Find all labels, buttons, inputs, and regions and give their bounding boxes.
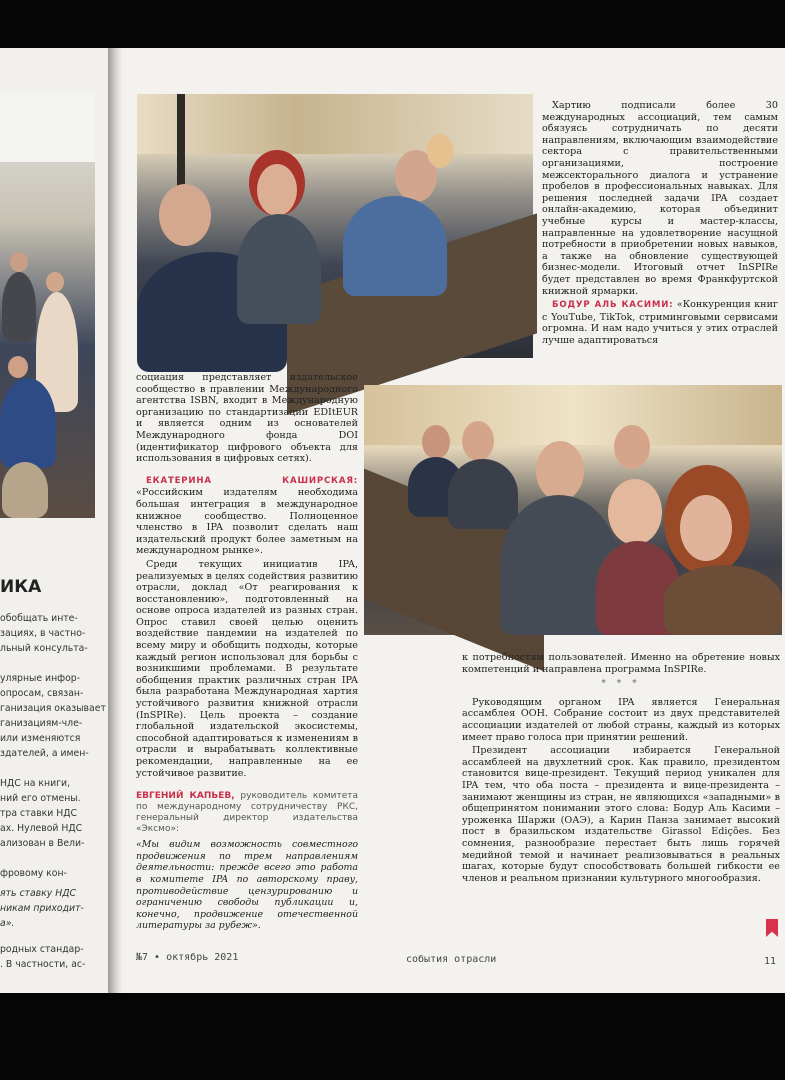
left-page-line: ганизациям-чле-: [0, 718, 83, 729]
left-page-line: . В частности, ас-: [0, 959, 86, 970]
left-page-quote: [0, 886, 94, 931]
left-page-line: [0, 761, 94, 776]
left-page-line: ганизация оказывает: [0, 703, 106, 714]
right-page: [122, 48, 785, 993]
left-page-line: ний его отмены.: [0, 793, 81, 804]
conference-photo-2: [364, 385, 782, 635]
left-page-line: улярные инфор-: [0, 673, 81, 684]
paragraph: к потребностям пользователей. Именно на обретение новых компетенций и направлена программа InSPIRe.: [462, 652, 780, 675]
speaker-title: руководитель комитета по международному сотрудничеству РКС, генеральный директор издательства «Эксмо»:: [136, 791, 358, 835]
paragraph: Руководящим органом IPA является Генеральная ассамблея ООН. Собрание состоит из двух представителей ассоциации издателей от любой страны, каждый из которых имеет право голоса при принятии решений.: [462, 696, 780, 743]
footer-section: события отрасли: [406, 954, 497, 965]
page-number: 11: [764, 956, 777, 967]
left-page-photo: [0, 92, 95, 518]
left-page-line: тра ставки НДС: [0, 808, 78, 819]
left-page-text-b: [0, 942, 94, 972]
column-middle: [136, 372, 358, 932]
paragraph: Президент ассоциации избирается Генеральной ассамблеей на двухлетний срок. Как правило, президентом становится вице-президент. Текущий период уникален для IPA тем, что оба поста – президента и вице-президента – занимают женщины из стран, не являющихся «западными» в общепринятом понимании этого слова: Бодур Аль Касими – уроженка Шаржи (ОАЭ), а Карин Панза занимает высокий пост в бразильском издательстве Girassol Edições. Без сомнения, разнообразие перестает быть лишь горячей медийной темой и начинает реализовываться в реальных шагах, которые будут способствовать большей гибкости ее членов и реальном признании культурного многообразия.: [462, 745, 780, 884]
left-page-line: фровому кон-: [0, 868, 67, 879]
left-page-line: здателей, а имен-: [0, 748, 89, 759]
speaker-quote: «Российским издателям необходима большая интеграция в международное книжное сообщество. Полноценное членство в IPA позволит сделать наш издательский продукт более заметным на международном рынке».: [136, 487, 358, 557]
left-page-heading: ИКА: [0, 577, 42, 597]
quote: «Мы видим возможность совместного продвижения по трем направлениям деятельности: прежде всего это работа в комитете IPA по авторскому праву, противодействие цензурированию и ограничению свободы публикации и, конечно, продвижение отечественной литературы за рубеж».: [136, 839, 358, 932]
left-page-line: никам приходит-: [0, 903, 84, 914]
speaker-name: БОДУР АЛЬ КАСИМИ:: [552, 300, 674, 311]
speaker-name: ЕКАТЕРИНА КАШИРСКАЯ:: [146, 475, 358, 486]
spine-gutter: [108, 48, 122, 993]
left-page-line: [0, 851, 94, 866]
left-page-text-a: [0, 611, 106, 881]
paragraph: Хартию подписали более 30 международных ассоциаций, тем самым обязуясь сотрудничать по десяти направлениям, включающим взаимодействие сектора с правительственными организациями, построение межсекторального диалога и устранение пробелов в профессиональных навыках. Для решения последней задачи IPA создает онлайн-академию, которая объединит учебные курсы и мастер-классы, направленные на удовлетворение насущной потребности в приобретении новых навыков, а также на обновление существующей бизнес-модели. Итоговый отчет InSPIRe будет представлен во время Франкфуртской книжной ярмарки.: [542, 100, 778, 297]
left-page-line: обобщать инте-: [0, 613, 78, 624]
paragraph: Среди текущих инициатив IPA, реализуемых в целях содействия развитию отрасли, доклад «От реагирования к восстановлению», подготовленный на основе опроса издателей из разных стран. Опрос ставил своей целью оценить воздействие пандемии на издателей по всему миру и обобщить подходы, которые каждый регион использовал для борьбы с возникшими проблемами. В результате обобщения практик различных стран IPA была разработана Международная хартия устойчивого развития книжной отрасли (InSPIRe). Цель проекта – создание глобальной издательской экосистемы, способной адаптироваться к изменениям в отрасли и вырабатывать коллективные рекомендации, направленные на ее устойчивое развитие.: [136, 558, 358, 779]
column-right-top: [542, 100, 778, 348]
left-page-line: ах. Нулевой НДС: [0, 823, 83, 834]
left-page-line: зациях, в частно-: [0, 628, 86, 639]
left-page-line: а».: [0, 918, 15, 929]
top-scan-border: [0, 0, 785, 48]
left-page-line: ять ставку НДС: [0, 888, 76, 899]
bottom-scan-border: [0, 993, 785, 1080]
column-bottom-right: [462, 652, 780, 886]
left-page-line: НДС на книги,: [0, 778, 71, 789]
conference-photo-1: [137, 94, 533, 358]
paragraph: социация представляет издательское сообщество в правлении Международного агентства ISBN, входит в Международную организацию по стандартизации EDItEUR и является одним из основателей Международного фонда DOI (идентификатор цифрового объекта для использования в цифровых сетях).: [136, 372, 358, 465]
left-page-line: родных стандар-: [0, 944, 84, 955]
section-divider: * * *: [601, 679, 641, 690]
left-page-line: опросам, связан-: [0, 688, 84, 699]
quote-attribution: [136, 791, 358, 835]
footer-issue: №7 • октябрь 2021: [136, 952, 239, 963]
speaker-quote: «Конкуренция книг с YouTube, TikTok, стриминговыми сервисами огромна. И нам надо учиться у этих отраслей лучше адаптироваться: [542, 299, 778, 346]
left-page-line: или изменяются: [0, 733, 81, 744]
left-page-line: ализован в Вели-: [0, 838, 85, 849]
left-page: [0, 48, 109, 993]
left-page-line: льный консульта-: [0, 643, 88, 654]
speaker-name: ЕВГЕНИЙ КАПЬЕВ,: [136, 791, 235, 802]
left-page-line: [0, 656, 94, 671]
